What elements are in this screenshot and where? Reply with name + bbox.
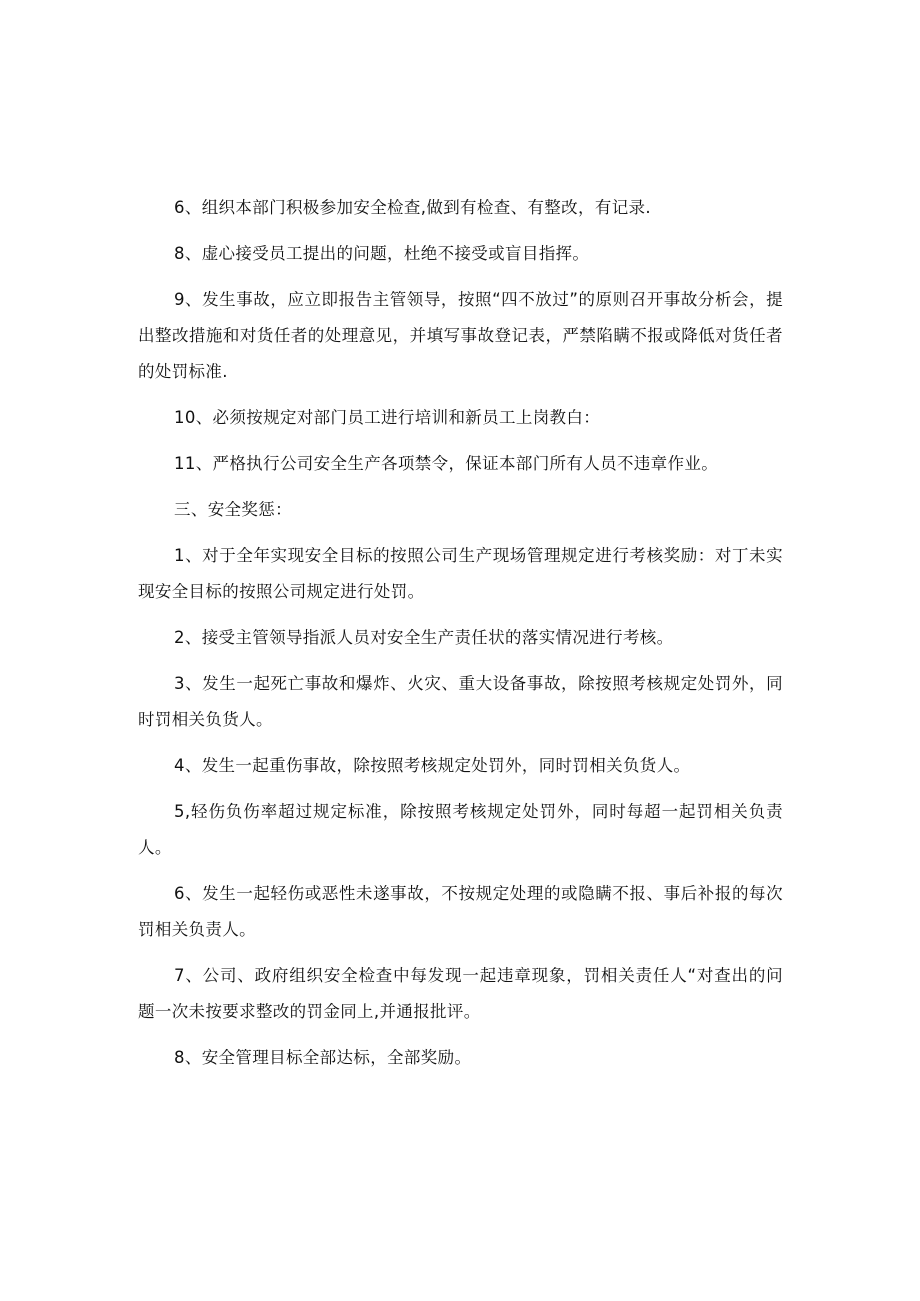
paragraph-reward-8-full-compliance: 8、安全管理目标全部达标，全部奖励。 <box>174 1048 472 1067</box>
document-body <box>138 190 783 1086</box>
paragraph-reward-6-concealment: 6、发生一起轻伤或恶性未遂事故，不按规定处理的或隐瞒不报、事后补报的每次罚相关负责人。 <box>138 884 783 939</box>
paragraph-reward-7-violations: 7、公司、政府组织安全检查中每发现一起违章现象，罚相关责任人“对查出的问题一次未按要求整改的罚金同上,并通报批评。 <box>138 966 783 1021</box>
paragraph-reward-5-minor-injury-rate: 5,轻伤负伤率超过规定标准，除按照考核规定处罚外，同时每超一起罚相关负责人。 <box>138 802 783 857</box>
section-heading-rewards-penalties: 三、安全奖惩： <box>174 500 292 519</box>
paragraph-item-11-prohibitions: 11、严格执行公司安全生产各项禁令，保证本部门所有人员不违章作业。 <box>174 454 719 473</box>
paragraph-item-6-inspection: 6、组织本部门积极参加安全检查,做到有检查、有整改，有记录. <box>174 198 651 217</box>
paragraph-reward-1-annual-target: 1、对于全年实现安全目标的按照公司生产现场管理规定进行考核奖励：对丁未实现安全目标的按照公司规定进行处罚。 <box>138 546 783 601</box>
paragraph-item-9-accident-report: 9、发生事故，应立即报告主管领导，按照“四不放过”的原则召开事故分析会，提出整改措施和对货任者的处理意见，并填写事故登记表，严禁陷瞒不报或降低对货任者的处罚标准. <box>138 290 783 381</box>
paragraph-item-8-accept-issues: 8、虚心接受员工提出的问题，杜绝不接受或盲目指挥。 <box>174 244 590 263</box>
paragraph-reward-2-assessment: 2、接受主管领导指派人员对安全生产责任状的落实情况进行考核。 <box>174 628 674 647</box>
paragraph-reward-3-fatal-accident: 3、发生一起死亡事故和爆炸、火灾、重大设备事故，除按照考核规定处罚外，同时罚相关负货人。 <box>138 674 783 729</box>
paragraph-item-10-training: 10、必须按规定对部门员工进行培训和新员工上岗教白： <box>174 408 601 427</box>
paragraph-reward-4-serious-injury: 4、发生一起重伤事故，除按照考核规定处罚外，同时罚相关负货人。 <box>174 756 691 775</box>
